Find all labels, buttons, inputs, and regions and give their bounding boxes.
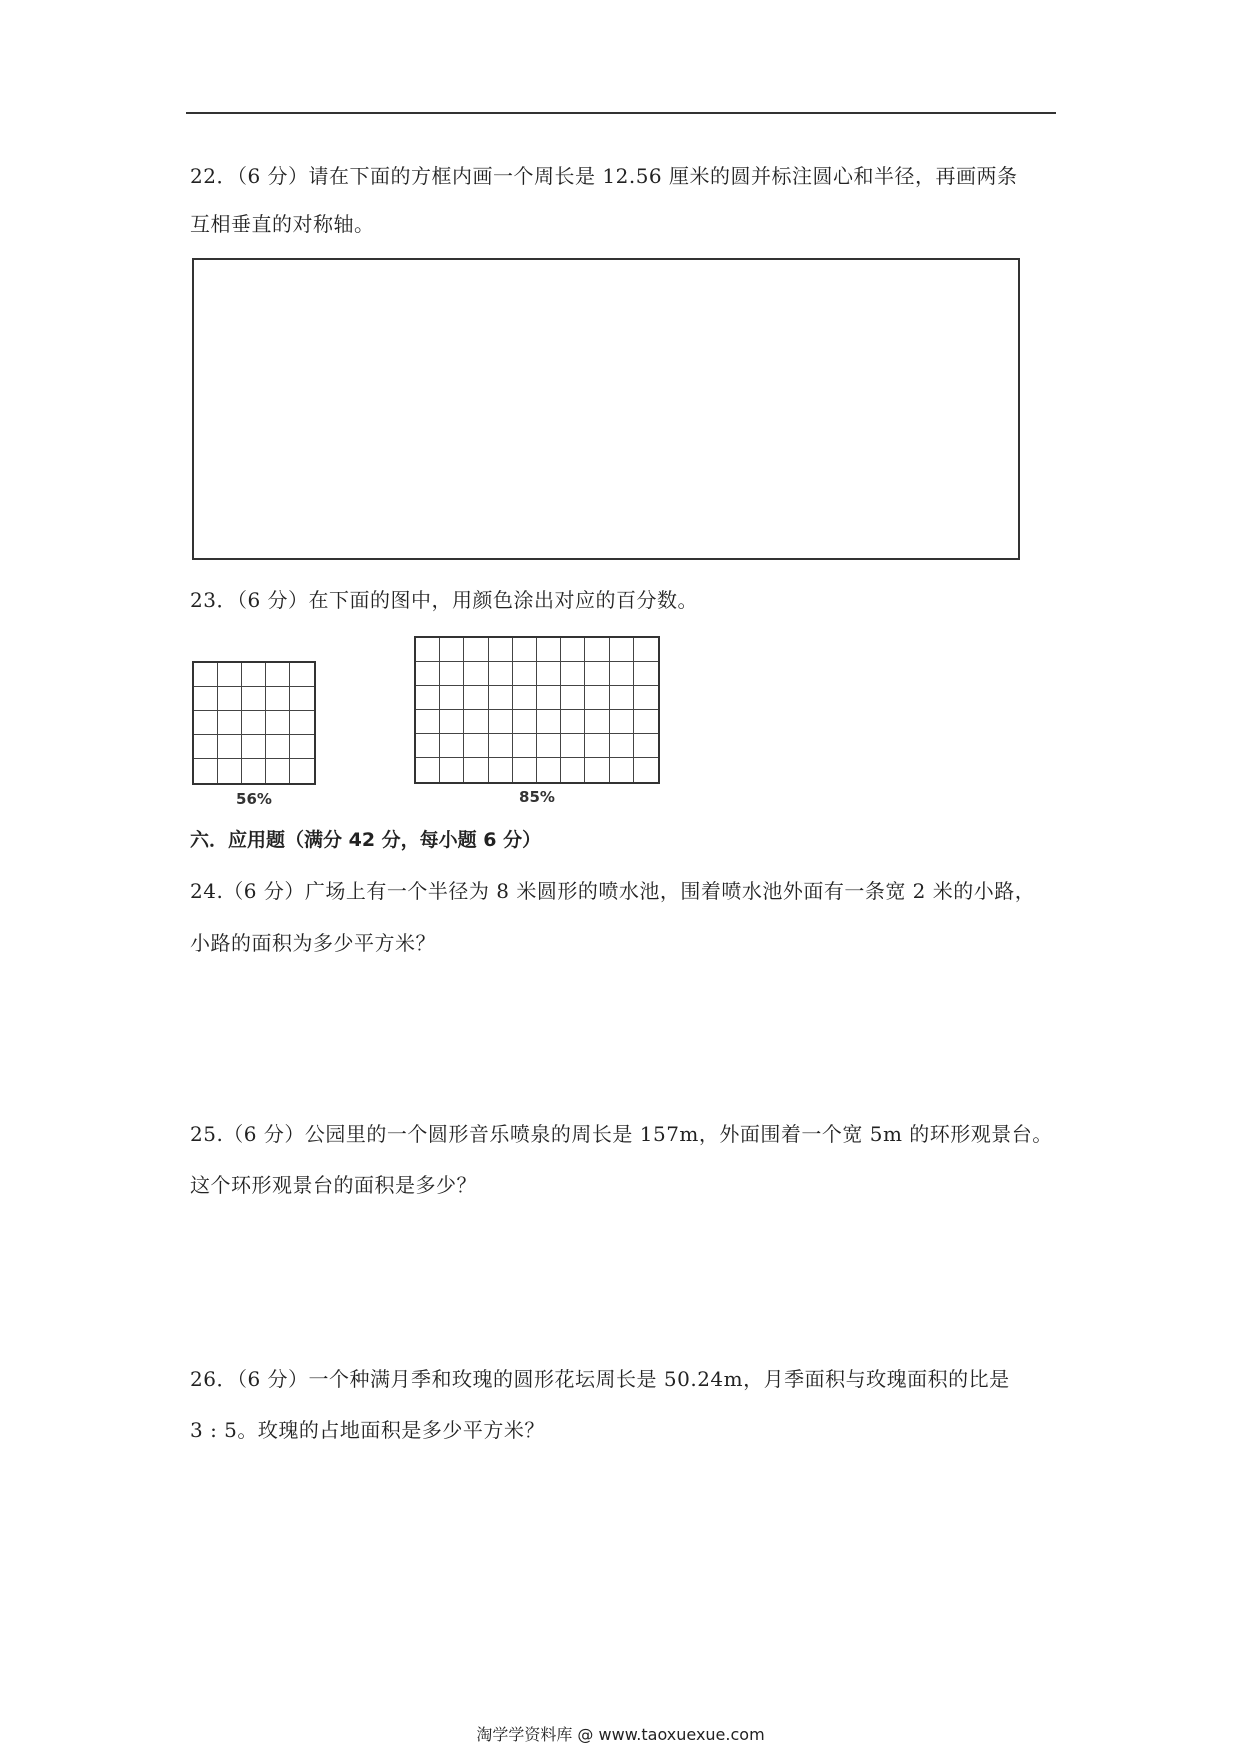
grid-cell[interactable] — [416, 686, 440, 710]
grid-cell[interactable] — [537, 734, 561, 758]
grid-cell[interactable] — [585, 710, 609, 734]
grid-cell[interactable] — [440, 734, 464, 758]
grid-cell[interactable] — [585, 758, 609, 782]
grid-cell[interactable] — [585, 686, 609, 710]
grid-cell[interactable] — [194, 735, 218, 759]
grid-cell[interactable] — [634, 686, 658, 710]
grid-cell[interactable] — [464, 686, 488, 710]
grid-cell[interactable] — [634, 662, 658, 686]
grid-cell[interactable] — [513, 686, 537, 710]
grid-cell[interactable] — [218, 759, 242, 783]
grid-cell[interactable] — [266, 759, 290, 783]
grid-cell[interactable] — [242, 759, 266, 783]
grid-cell[interactable] — [513, 638, 537, 662]
header-rule — [186, 112, 1056, 114]
grid-cell[interactable] — [218, 735, 242, 759]
grid-cell[interactable] — [489, 662, 513, 686]
percent-grid-56[interactable] — [192, 661, 316, 785]
grid-cell[interactable] — [513, 662, 537, 686]
grid-cell[interactable] — [290, 759, 314, 783]
grid-cell[interactable] — [194, 711, 218, 735]
grid-cell[interactable] — [464, 734, 488, 758]
question-26-line-1: 26．（6 分）一个种满月季和玫瑰的圆形花坛周长是 50.24m，月季面积与玫瑰面积的比是 — [190, 1367, 1010, 1391]
grid-cell[interactable] — [242, 687, 266, 711]
grid-cell[interactable] — [561, 734, 585, 758]
grid-cell[interactable] — [610, 710, 634, 734]
grid-cell[interactable] — [416, 734, 440, 758]
grid-cell[interactable] — [585, 734, 609, 758]
footer-watermark: 淘学学资料库 @ www.taoxuexue.com — [476, 1725, 765, 1744]
grid-cell[interactable] — [489, 638, 513, 662]
grid-cell[interactable] — [634, 758, 658, 782]
grid-cell[interactable] — [585, 638, 609, 662]
grid-cell[interactable] — [489, 686, 513, 710]
grid-cell[interactable] — [464, 638, 488, 662]
grid-cell[interactable] — [610, 686, 634, 710]
grid-cell[interactable] — [634, 710, 658, 734]
grid-cell[interactable] — [489, 710, 513, 734]
grid-cell[interactable] — [440, 710, 464, 734]
question-25-line-1: 25.（6 分）公园里的一个圆形音乐喷泉的周长是 157m，外面围着一个宽 5m 的环形观景台。 — [190, 1122, 1053, 1146]
grid-cell[interactable] — [513, 758, 537, 782]
grid-cell[interactable] — [561, 710, 585, 734]
grid-cell[interactable] — [290, 663, 314, 687]
grid-cell[interactable] — [290, 711, 314, 735]
grid-cell[interactable] — [290, 687, 314, 711]
grid-cell[interactable] — [416, 758, 440, 782]
grid-cell[interactable] — [440, 758, 464, 782]
question-22-line-2: 互相垂直的对称轴。 — [190, 212, 375, 236]
grid-cell[interactable] — [537, 662, 561, 686]
grid-cell[interactable] — [537, 638, 561, 662]
grid-cell[interactable] — [537, 758, 561, 782]
section-heading: 六．应用题（满分 42 分，每小题 6 分） — [190, 829, 542, 851]
grid-cell[interactable] — [440, 638, 464, 662]
question-24-line-2: 小路的面积为多少平方米？ — [190, 931, 436, 955]
grid-cell[interactable] — [440, 662, 464, 686]
grid-cell[interactable] — [610, 638, 634, 662]
grid-cell[interactable] — [194, 687, 218, 711]
grid-cell[interactable] — [489, 758, 513, 782]
grid-cell[interactable] — [464, 710, 488, 734]
grid-cell[interactable] — [416, 662, 440, 686]
percent-grid-56-label: 56% — [236, 790, 272, 808]
drawing-answer-box[interactable] — [192, 258, 1020, 560]
grid-cell[interactable] — [585, 662, 609, 686]
grid-cell[interactable] — [194, 663, 218, 687]
grid-cell[interactable] — [464, 662, 488, 686]
percent-grid-56-container — [192, 661, 316, 785]
grid-cell[interactable] — [218, 711, 242, 735]
grid-cell[interactable] — [266, 735, 290, 759]
grid-cell[interactable] — [610, 758, 634, 782]
grid-cell[interactable] — [561, 686, 585, 710]
grid-cell[interactable] — [266, 663, 290, 687]
grid-cell[interactable] — [416, 638, 440, 662]
percent-grid-85-container — [414, 636, 660, 784]
grid-cell[interactable] — [290, 735, 314, 759]
grid-cell[interactable] — [266, 687, 290, 711]
grid-cell[interactable] — [416, 710, 440, 734]
grid-cell[interactable] — [218, 687, 242, 711]
grid-cell[interactable] — [218, 663, 242, 687]
grid-cell[interactable] — [242, 663, 266, 687]
grid-cell[interactable] — [194, 759, 218, 783]
question-23-line-1: 23．（6 分）在下面的图中，用颜色涂出对应的百分数。 — [190, 588, 699, 612]
grid-cell[interactable] — [561, 662, 585, 686]
question-25-line-2: 这个环形观景台的面积是多少？ — [190, 1173, 477, 1197]
question-26-line-2: 3 : 5。玫瑰的占地面积是多少平方米？ — [190, 1418, 545, 1442]
grid-cell[interactable] — [634, 638, 658, 662]
grid-cell[interactable] — [610, 734, 634, 758]
percent-grid-85-label: 85% — [519, 788, 555, 806]
grid-cell[interactable] — [513, 710, 537, 734]
grid-cell[interactable] — [537, 686, 561, 710]
grid-cell[interactable] — [489, 734, 513, 758]
grid-cell[interactable] — [242, 711, 266, 735]
grid-cell[interactable] — [561, 638, 585, 662]
percent-grid-85[interactable] — [414, 636, 660, 784]
grid-cell[interactable] — [464, 758, 488, 782]
grid-cell[interactable] — [561, 758, 585, 782]
question-22-line-1: 22．（6 分）请在下面的方框内画一个周长是 12.56 厘米的圆并标注圆心和半径，再画两条 — [190, 164, 1018, 188]
grid-cell[interactable] — [610, 662, 634, 686]
grid-cell[interactable] — [266, 711, 290, 735]
grid-cell[interactable] — [242, 735, 266, 759]
grid-cell[interactable] — [440, 686, 464, 710]
grid-cell[interactable] — [634, 734, 658, 758]
question-24-line-1: 24.（6 分）广场上有一个半径为 8 米圆形的喷水池，围着喷水池外面有一条宽 2 米的小路， — [190, 879, 1036, 903]
grid-cell[interactable] — [537, 710, 561, 734]
grid-cell[interactable] — [513, 734, 537, 758]
